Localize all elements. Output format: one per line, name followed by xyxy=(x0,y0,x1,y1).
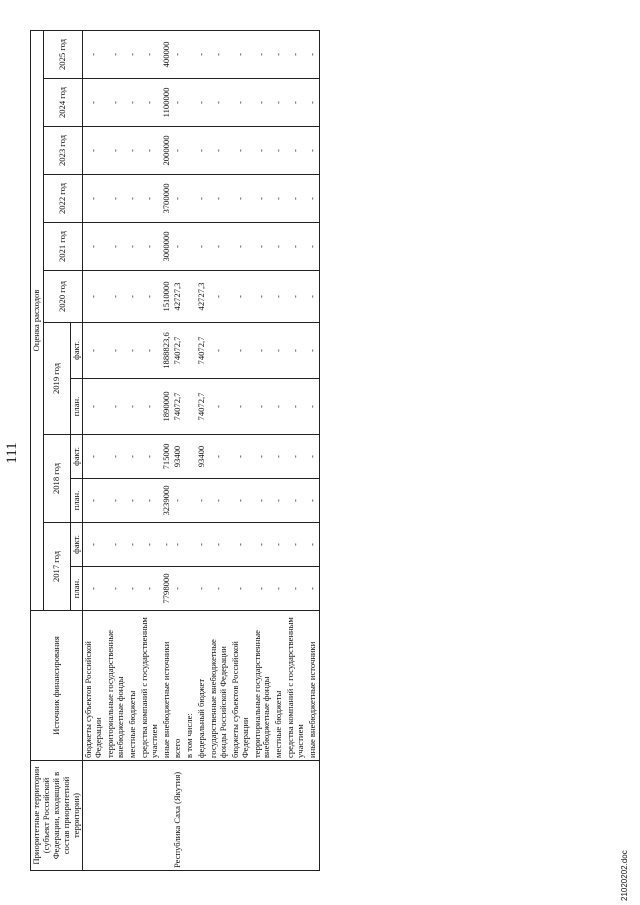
territory-cell xyxy=(105,761,127,871)
value-cell: - xyxy=(208,323,230,379)
table-row xyxy=(285,30,307,870)
header-2017-fact: факт. xyxy=(70,523,83,567)
header-2018-fact: факт. xyxy=(70,435,83,479)
value-cell: - xyxy=(285,567,307,611)
value-cell: - xyxy=(285,127,307,175)
source-cell: в том числе: xyxy=(184,611,196,761)
table-row xyxy=(196,30,208,870)
value-cell xyxy=(184,479,196,523)
value-cell: - xyxy=(230,271,252,323)
header-2020: 2020 год xyxy=(43,271,83,323)
value-cell: - xyxy=(273,175,285,223)
value-cell: - xyxy=(230,30,252,78)
value-cell: - xyxy=(307,223,319,271)
value-cell: - xyxy=(273,127,285,175)
header-source: Источник финансирования xyxy=(31,611,83,761)
value-cell: 42727,3 xyxy=(196,271,208,323)
value-cell: - xyxy=(105,175,127,223)
value-cell: - xyxy=(273,479,285,523)
value-cell: - xyxy=(172,127,184,175)
value-cell: - xyxy=(139,223,161,271)
source-cell: территориальные государственные внебюджетные фонды xyxy=(252,611,274,761)
value-cell: - xyxy=(139,379,161,435)
value-cell: 1100000 xyxy=(161,79,173,127)
header-territory: Приоритетные территории (субъект Российской Федерации, входящий в состав приоритетной территории) xyxy=(31,761,83,871)
value-cell: - xyxy=(127,30,139,78)
table-row xyxy=(208,30,230,870)
source-cell: бюджеты субъектов Российской Федерации xyxy=(230,611,252,761)
value-cell: - xyxy=(127,435,139,479)
value-cell: - xyxy=(83,479,105,523)
value-cell: - xyxy=(230,223,252,271)
value-cell: - xyxy=(285,323,307,379)
value-cell: - xyxy=(285,271,307,323)
value-cell: - xyxy=(230,79,252,127)
value-cell: - xyxy=(196,523,208,567)
territory-cell xyxy=(184,761,196,871)
value-cell: - xyxy=(83,567,105,611)
value-cell: - xyxy=(127,567,139,611)
value-cell: - xyxy=(285,379,307,435)
territory-cell xyxy=(161,761,173,871)
table-body xyxy=(83,30,319,870)
value-cell: - xyxy=(105,435,127,479)
value-cell: - xyxy=(127,271,139,323)
value-cell: - xyxy=(252,567,274,611)
value-cell: - xyxy=(196,127,208,175)
value-cell: - xyxy=(307,30,319,78)
value-cell: 400000 xyxy=(161,30,173,78)
table-row xyxy=(139,30,161,870)
source-cell: средства компаний с государственным участием xyxy=(139,611,161,761)
value-cell: - xyxy=(105,127,127,175)
value-cell: - xyxy=(230,175,252,223)
value-cell: - xyxy=(307,523,319,567)
value-cell: - xyxy=(139,271,161,323)
value-cell: - xyxy=(273,30,285,78)
value-cell: - xyxy=(105,567,127,611)
value-cell: - xyxy=(252,379,274,435)
value-cell: - xyxy=(208,223,230,271)
value-cell: - xyxy=(127,523,139,567)
value-cell: - xyxy=(208,175,230,223)
value-cell: - xyxy=(105,79,127,127)
value-cell: - xyxy=(196,30,208,78)
value-cell: - xyxy=(161,523,173,567)
value-cell: - xyxy=(139,523,161,567)
value-cell: - xyxy=(172,223,184,271)
value-cell: - xyxy=(307,323,319,379)
value-cell xyxy=(184,127,196,175)
value-cell: - xyxy=(208,127,230,175)
value-cell: - xyxy=(252,127,274,175)
value-cell: - xyxy=(83,323,105,379)
header-2017-plan: план. xyxy=(70,567,83,611)
value-cell xyxy=(184,323,196,379)
value-cell: - xyxy=(208,271,230,323)
value-cell: - xyxy=(273,523,285,567)
value-cell: - xyxy=(83,223,105,271)
value-cell: - xyxy=(127,323,139,379)
value-cell: - xyxy=(208,523,230,567)
value-cell: - xyxy=(139,323,161,379)
header-2019: 2019 год xyxy=(43,323,70,435)
value-cell: - xyxy=(139,567,161,611)
header-2021: 2021 год xyxy=(43,223,83,271)
value-cell: 93400 xyxy=(196,435,208,479)
value-cell xyxy=(184,523,196,567)
value-cell: - xyxy=(196,223,208,271)
value-cell: - xyxy=(83,30,105,78)
value-cell: 7798000 xyxy=(161,567,173,611)
value-cell: - xyxy=(105,379,127,435)
value-cell: - xyxy=(208,79,230,127)
territory-cell xyxy=(139,761,161,871)
value-cell xyxy=(184,223,196,271)
value-cell: 74072,7 xyxy=(172,323,184,379)
value-cell: - xyxy=(127,127,139,175)
table-row xyxy=(230,30,252,870)
value-cell: - xyxy=(285,479,307,523)
value-cell: - xyxy=(230,523,252,567)
header-2017: 2017 год xyxy=(43,523,70,611)
value-cell: - xyxy=(105,323,127,379)
page-number: 111 xyxy=(4,442,20,464)
value-cell: - xyxy=(230,379,252,435)
value-cell: - xyxy=(139,30,161,78)
value-cell: 2000000 xyxy=(161,127,173,175)
value-cell: - xyxy=(230,435,252,479)
value-cell: 715000 xyxy=(161,435,173,479)
territory-cell xyxy=(285,761,307,871)
value-cell: 3700000 xyxy=(161,175,173,223)
header-2019-plan: план. xyxy=(70,379,83,435)
value-cell xyxy=(184,271,196,323)
source-cell: всего xyxy=(172,611,184,761)
value-cell xyxy=(184,567,196,611)
value-cell: - xyxy=(230,567,252,611)
value-cell: - xyxy=(273,323,285,379)
value-cell: - xyxy=(208,379,230,435)
value-cell: - xyxy=(285,175,307,223)
value-cell: - xyxy=(208,567,230,611)
source-cell: территориальные государственные внебюджетные фонды xyxy=(105,611,127,761)
value-cell: - xyxy=(252,223,274,271)
value-cell: - xyxy=(252,271,274,323)
doc-code: 21020202.doc xyxy=(620,850,629,901)
value-cell: - xyxy=(83,435,105,479)
value-cell: 42727,3 xyxy=(172,271,184,323)
value-cell: - xyxy=(307,175,319,223)
territory-cell xyxy=(307,761,319,871)
value-cell: - xyxy=(172,479,184,523)
value-cell: - xyxy=(230,479,252,523)
value-cell: 1890000 xyxy=(161,379,173,435)
value-cell: - xyxy=(307,271,319,323)
table-row xyxy=(83,30,105,870)
value-cell xyxy=(184,435,196,479)
value-cell: - xyxy=(208,479,230,523)
territory-cell: Республика Саха (Якутия) xyxy=(172,761,184,871)
value-cell: - xyxy=(285,30,307,78)
value-cell: - xyxy=(196,479,208,523)
value-cell xyxy=(184,175,196,223)
value-cell: 74072,7 xyxy=(196,323,208,379)
table-row xyxy=(184,30,196,870)
header-2025: 2025 год xyxy=(43,30,83,78)
value-cell: - xyxy=(105,479,127,523)
value-cell: - xyxy=(285,223,307,271)
value-cell: - xyxy=(127,175,139,223)
source-cell: бюджеты субъектов Российской Федерации xyxy=(83,611,105,761)
value-cell: 1510000 xyxy=(161,271,173,323)
territory-cell xyxy=(83,761,105,871)
table-row xyxy=(307,30,319,870)
value-cell: - xyxy=(172,30,184,78)
source-cell: государственные внебюджетные фонды Российской Федерации xyxy=(208,611,230,761)
territory-cell xyxy=(252,761,274,871)
source-cell: местные бюджеты xyxy=(273,611,285,761)
value-cell: - xyxy=(172,175,184,223)
value-cell: - xyxy=(273,223,285,271)
territory-cell xyxy=(127,761,139,871)
budget-table xyxy=(30,30,320,871)
territory-cell xyxy=(208,761,230,871)
value-cell: - xyxy=(127,479,139,523)
value-cell: - xyxy=(105,30,127,78)
table-row xyxy=(172,30,184,870)
value-cell: - xyxy=(273,271,285,323)
value-cell: - xyxy=(139,435,161,479)
value-cell: - xyxy=(172,523,184,567)
value-cell: - xyxy=(196,175,208,223)
value-cell: - xyxy=(139,79,161,127)
table-row xyxy=(127,30,139,870)
value-cell: - xyxy=(307,567,319,611)
value-cell: - xyxy=(252,175,274,223)
value-cell: 74072,7 xyxy=(196,379,208,435)
value-cell: - xyxy=(273,379,285,435)
value-cell: - xyxy=(83,127,105,175)
value-cell: - xyxy=(105,523,127,567)
value-cell: 1888823,6 xyxy=(161,323,173,379)
value-cell: - xyxy=(273,435,285,479)
value-cell: - xyxy=(127,379,139,435)
value-cell: - xyxy=(230,323,252,379)
territory-cell xyxy=(196,761,208,871)
value-cell: - xyxy=(307,435,319,479)
value-cell: - xyxy=(139,175,161,223)
value-cell: - xyxy=(196,79,208,127)
value-cell: - xyxy=(307,479,319,523)
table-row xyxy=(273,30,285,870)
value-cell: - xyxy=(208,30,230,78)
source-cell: местные бюджеты xyxy=(127,611,139,761)
territory-cell xyxy=(273,761,285,871)
value-cell: - xyxy=(252,523,274,567)
value-cell: - xyxy=(139,127,161,175)
value-cell: - xyxy=(307,379,319,435)
header-2024: 2024 год xyxy=(43,79,83,127)
source-cell: федеральный бюджет xyxy=(196,611,208,761)
table-row xyxy=(161,30,173,870)
source-cell: средства компаний с государственным участием xyxy=(285,611,307,761)
value-cell: 3239000 xyxy=(161,479,173,523)
header-row-1 xyxy=(31,30,44,870)
value-cell: - xyxy=(273,79,285,127)
territory-cell xyxy=(230,761,252,871)
value-cell xyxy=(184,79,196,127)
value-cell: - xyxy=(307,127,319,175)
header-2022: 2022 год xyxy=(43,175,83,223)
value-cell: - xyxy=(105,223,127,271)
value-cell: 93400 xyxy=(172,435,184,479)
table-row xyxy=(105,30,127,870)
value-cell: - xyxy=(252,479,274,523)
value-cell: - xyxy=(230,127,252,175)
value-cell: 74072,7 xyxy=(172,379,184,435)
header-2018-plan: план. xyxy=(70,479,83,523)
value-cell: - xyxy=(172,567,184,611)
value-cell: - xyxy=(307,79,319,127)
value-cell: - xyxy=(127,79,139,127)
value-cell: - xyxy=(252,79,274,127)
value-cell: - xyxy=(285,79,307,127)
value-cell: - xyxy=(83,79,105,127)
value-cell: - xyxy=(83,175,105,223)
value-cell: 3000000 xyxy=(161,223,173,271)
value-cell: - xyxy=(252,30,274,78)
value-cell: - xyxy=(127,223,139,271)
value-cell: - xyxy=(83,271,105,323)
value-cell: - xyxy=(273,567,285,611)
value-cell: - xyxy=(196,567,208,611)
header-estimate: Оценка расходов xyxy=(31,30,44,610)
value-cell: - xyxy=(252,323,274,379)
source-cell: иные внебюджетные источники xyxy=(161,611,173,761)
value-cell: - xyxy=(252,435,274,479)
value-cell: - xyxy=(105,271,127,323)
source-cell: иные внебюджетные источники xyxy=(307,611,319,761)
table-row xyxy=(252,30,274,870)
value-cell: - xyxy=(285,523,307,567)
value-cell: - xyxy=(83,523,105,567)
value-cell xyxy=(184,379,196,435)
header-2019-fact: факт. xyxy=(70,323,83,379)
value-cell: - xyxy=(83,379,105,435)
header-2018: 2018 год xyxy=(43,435,70,523)
header-2023: 2023 год xyxy=(43,127,83,175)
value-cell: - xyxy=(285,435,307,479)
value-cell: - xyxy=(139,479,161,523)
value-cell xyxy=(184,30,196,78)
value-cell: - xyxy=(208,435,230,479)
value-cell: - xyxy=(172,79,184,127)
